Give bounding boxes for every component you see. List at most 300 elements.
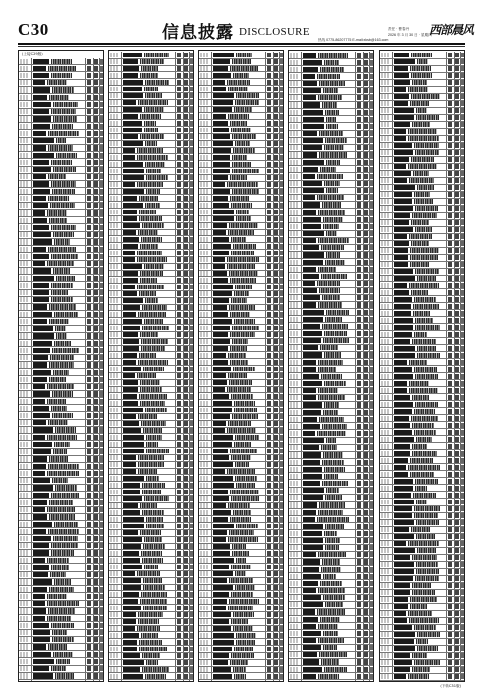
cell-name	[213, 121, 228, 126]
table-row	[19, 217, 103, 224]
cell-name	[394, 639, 414, 644]
cell-name	[123, 360, 136, 365]
cell-code	[200, 490, 209, 495]
cell-n1	[448, 206, 452, 211]
cell-n1	[448, 437, 452, 442]
cell-code	[381, 192, 390, 197]
cell-n2	[94, 319, 98, 324]
cell-name	[394, 479, 413, 484]
cell-code	[200, 298, 209, 303]
cell-name	[33, 673, 53, 678]
table-row	[380, 471, 464, 478]
cell-n1	[177, 223, 181, 228]
cell-name	[213, 80, 225, 85]
cell-n2	[184, 606, 188, 611]
cell-name	[33, 174, 46, 179]
cell-n3	[190, 264, 193, 269]
cell-n1	[357, 360, 361, 365]
cell-n2	[274, 223, 278, 228]
cell-code	[110, 162, 119, 167]
cell-desc	[322, 481, 348, 486]
cell-n1	[448, 171, 452, 176]
cell-n3	[190, 141, 193, 146]
cell-n3	[100, 276, 103, 281]
table-row	[109, 318, 193, 325]
cell-n3	[100, 399, 103, 404]
cell-n1	[448, 520, 452, 525]
table-row	[109, 298, 193, 305]
cell-n3	[100, 131, 103, 136]
cell-name	[303, 138, 323, 143]
cell-n1	[87, 406, 91, 411]
table-row	[199, 441, 283, 448]
cell-code	[381, 311, 390, 316]
cell-name	[33, 153, 54, 158]
cell-n3	[280, 408, 283, 413]
cell-n1	[267, 524, 271, 529]
cell-code	[381, 248, 390, 253]
cell-desc	[55, 673, 74, 678]
table-row	[109, 578, 193, 585]
cell-desc	[140, 530, 161, 535]
cell-name	[394, 143, 412, 148]
cell-n3	[280, 653, 283, 658]
cell-n2	[455, 353, 459, 358]
cell-code	[200, 169, 209, 174]
cell-n3	[100, 355, 103, 360]
cell-n3	[280, 462, 283, 467]
cell-n2	[455, 555, 459, 560]
cell-n3	[461, 632, 464, 637]
cell-n2	[364, 310, 368, 315]
cell-desc	[229, 223, 258, 228]
cell-code	[20, 616, 29, 621]
cell-n1	[87, 464, 91, 469]
cell-n2	[184, 640, 188, 645]
cell-n2	[274, 387, 278, 392]
cell-code	[110, 653, 119, 658]
cell-n2	[94, 218, 98, 223]
table-row	[109, 305, 193, 312]
cell-n2	[184, 169, 188, 174]
cell-name	[303, 581, 318, 586]
cell-n1	[357, 495, 361, 500]
cell-n3	[190, 59, 193, 64]
cell-n1	[177, 401, 181, 406]
cell-n1	[177, 503, 181, 508]
table-row	[109, 257, 193, 264]
table-row	[380, 157, 464, 164]
cell-desc	[415, 227, 432, 232]
cell-n1	[267, 134, 271, 139]
cell-n1	[448, 493, 452, 498]
table-row	[199, 489, 283, 496]
cell-code	[20, 594, 29, 599]
cell-n2	[94, 514, 98, 519]
cell-desc	[412, 80, 427, 85]
cell-desc	[142, 667, 169, 672]
cell-desc	[414, 625, 436, 630]
cell-n2	[455, 157, 459, 162]
cell-name	[123, 449, 144, 454]
table-row	[19, 550, 103, 557]
cell-n1	[448, 220, 452, 225]
cell-name	[303, 174, 315, 179]
cell-code	[20, 153, 29, 158]
table-row	[380, 248, 464, 255]
cell-code	[381, 534, 390, 539]
cell-n1	[357, 331, 361, 336]
cell-n1	[267, 271, 271, 276]
cell-name	[394, 269, 413, 274]
cell-n3	[370, 152, 373, 157]
cell-desc	[417, 548, 436, 553]
cell-code	[381, 395, 390, 400]
cell-n1	[448, 53, 452, 58]
cell-name	[394, 548, 415, 553]
header-rule-thick	[18, 43, 465, 45]
cell-desc	[51, 406, 67, 411]
cell-n3	[370, 452, 373, 457]
cell-n2	[94, 326, 98, 331]
cell-name	[394, 597, 408, 602]
cell-name	[213, 162, 230, 167]
cell-n1	[357, 345, 361, 350]
cell-n1	[177, 660, 181, 665]
cell-name	[33, 348, 50, 353]
cell-n3	[100, 601, 103, 606]
table-row	[380, 206, 464, 213]
cell-n2	[455, 248, 459, 253]
cell-desc	[231, 455, 251, 460]
cell-n3	[190, 606, 193, 611]
table-row	[109, 154, 193, 161]
cell-name	[123, 455, 136, 460]
cell-desc	[414, 143, 439, 148]
cell-code	[290, 145, 299, 150]
cell-code	[20, 370, 29, 375]
cell-code	[290, 360, 299, 365]
table-row	[109, 557, 193, 564]
cell-name	[213, 53, 234, 58]
table-row	[19, 210, 103, 217]
cell-n2	[94, 348, 98, 353]
cell-n3	[370, 238, 373, 243]
cell-name	[213, 189, 230, 194]
cell-n3	[100, 456, 103, 461]
cell-desc	[322, 324, 348, 329]
cell-code	[200, 606, 209, 611]
cell-n1	[448, 73, 452, 78]
cell-desc	[51, 493, 79, 498]
cell-n1	[87, 312, 91, 317]
cell-n1	[448, 269, 452, 274]
cell-n1	[267, 298, 271, 303]
table-row	[380, 492, 464, 499]
cell-n1	[87, 399, 91, 404]
cell-n2	[364, 602, 368, 607]
cell-name	[303, 274, 319, 279]
cell-desc	[410, 458, 433, 463]
cell-name	[213, 155, 230, 160]
cell-n2	[455, 562, 459, 567]
table-row	[109, 182, 193, 189]
cell-code	[290, 602, 299, 607]
cell-n2	[274, 599, 278, 604]
table-row	[19, 87, 103, 94]
cell-n1	[87, 181, 91, 186]
cell-n2	[274, 585, 278, 590]
cell-desc	[53, 102, 78, 107]
cell-desc	[145, 203, 160, 208]
cell-n3	[280, 578, 283, 583]
cell-name	[394, 178, 407, 183]
cell-n3	[100, 109, 103, 114]
cell-n2	[184, 619, 188, 624]
cell-desc	[140, 503, 157, 508]
cell-n2	[455, 388, 459, 393]
cell-code	[20, 109, 29, 114]
cell-name	[394, 80, 410, 85]
cell-name	[213, 353, 226, 358]
cell-n2	[184, 53, 188, 58]
cell-n1	[448, 486, 452, 491]
cell-n1	[177, 100, 181, 105]
cell-desc	[47, 601, 79, 606]
cell-code	[110, 73, 119, 78]
cell-n2	[364, 281, 368, 286]
cell-code	[200, 599, 209, 604]
cell-code	[381, 227, 390, 232]
cell-name	[33, 550, 49, 555]
cell-desc	[47, 210, 67, 215]
cell-name	[213, 367, 231, 372]
cell-desc	[408, 164, 437, 169]
cell-name	[123, 66, 139, 71]
cell-code	[290, 102, 299, 107]
cell-n1	[267, 121, 271, 126]
cell-n2	[274, 619, 278, 624]
table-row	[380, 457, 464, 464]
cell-n2	[94, 601, 98, 606]
cell-name	[213, 196, 228, 201]
cell-name	[394, 660, 412, 665]
cell-code	[110, 100, 119, 105]
cell-n2	[94, 572, 98, 577]
cell-n1	[448, 360, 452, 365]
cell-n3	[280, 326, 283, 331]
cell-name	[213, 141, 233, 146]
cell-code	[381, 541, 390, 546]
cell-n1	[448, 667, 452, 672]
cell-name	[303, 410, 321, 415]
table-row	[289, 345, 373, 352]
cell-n3	[280, 360, 283, 365]
cell-n1	[448, 227, 452, 232]
cell-n1	[357, 224, 361, 229]
cell-name	[213, 326, 230, 331]
cell-n1	[448, 255, 452, 260]
cell-n2	[94, 160, 98, 165]
cell-n1	[87, 608, 91, 613]
cell-n1	[87, 326, 91, 331]
cell-n2	[455, 136, 459, 141]
cell-desc	[230, 66, 258, 71]
cell-n3	[190, 134, 193, 139]
cell-n3	[461, 150, 464, 155]
cell-n2	[455, 290, 459, 295]
cell-code	[110, 141, 119, 146]
table-row	[380, 646, 464, 653]
cell-code	[381, 444, 390, 449]
cell-n2	[274, 544, 278, 549]
cell-code	[381, 73, 390, 78]
cell-desc	[232, 162, 251, 167]
cell-n2	[364, 674, 368, 679]
cell-n3	[190, 271, 193, 276]
cell-desc	[143, 606, 167, 611]
table-row	[199, 571, 283, 578]
cell-n1	[177, 530, 181, 535]
cell-desc	[235, 285, 252, 290]
cell-n2	[455, 122, 459, 127]
table-row	[289, 445, 373, 452]
table-row	[199, 639, 283, 646]
cell-name	[303, 374, 319, 379]
cell-n3	[461, 206, 464, 211]
cell-code	[20, 283, 29, 288]
cell-n3	[280, 128, 283, 133]
cell-n1	[87, 319, 91, 324]
cell-n2	[94, 666, 98, 671]
table-row	[19, 463, 103, 470]
table-row	[109, 503, 193, 510]
table-row	[109, 434, 193, 441]
table-row	[109, 626, 193, 633]
cell-name	[394, 94, 409, 99]
cell-n2	[455, 283, 459, 288]
cell-n2	[455, 178, 459, 183]
cell-desc	[326, 438, 336, 443]
cell-n3	[370, 652, 373, 657]
table-row	[380, 276, 464, 283]
cell-n3	[461, 346, 464, 351]
cell-code	[20, 261, 29, 266]
cell-desc	[143, 585, 165, 590]
cell-desc	[140, 59, 164, 64]
cell-desc	[138, 360, 168, 365]
cell-n1	[87, 666, 91, 671]
cell-n3	[190, 353, 193, 358]
cell-name	[303, 552, 316, 557]
cell-name	[303, 467, 322, 472]
cell-n2	[455, 185, 459, 190]
cell-n2	[94, 153, 98, 158]
table-row	[289, 323, 373, 330]
cell-name	[123, 421, 139, 426]
table-row	[380, 324, 464, 331]
cell-n1	[267, 162, 271, 167]
cell-n1	[267, 558, 271, 563]
cell-n2	[455, 164, 459, 169]
cell-code	[20, 666, 29, 671]
cell-desc	[144, 53, 169, 58]
cell-n3	[370, 60, 373, 65]
cell-n1	[177, 653, 181, 658]
cell-name	[213, 223, 227, 228]
cell-code	[290, 260, 299, 265]
cell-n1	[87, 652, 91, 657]
cell-code	[200, 414, 209, 419]
col-1	[18, 50, 104, 682]
cell-code	[110, 223, 119, 228]
cell-n1	[357, 545, 361, 550]
cell-n2	[364, 652, 368, 657]
paper-logo: 西部晨风	[428, 23, 473, 37]
cell-desc	[50, 572, 66, 577]
cell-n3	[190, 346, 193, 351]
cell-desc	[137, 155, 168, 160]
table-row	[109, 366, 193, 373]
table-row	[289, 516, 373, 523]
cell-name	[33, 319, 47, 324]
cell-code	[110, 339, 119, 344]
cell-name	[394, 569, 414, 574]
table-row	[109, 516, 193, 523]
cell-desc	[51, 283, 73, 288]
cell-desc	[229, 305, 255, 310]
table-row	[380, 478, 464, 485]
cell-name	[33, 189, 50, 194]
cell-code	[20, 196, 29, 201]
cell-n3	[370, 188, 373, 193]
cell-n2	[94, 131, 98, 136]
cell-code	[200, 264, 209, 269]
cell-code	[381, 80, 390, 85]
cell-n1	[267, 660, 271, 665]
table-row	[19, 80, 103, 87]
cell-n3	[100, 384, 103, 389]
cell-code	[20, 449, 29, 454]
cell-code	[20, 124, 29, 129]
cell-n2	[364, 295, 368, 300]
section-title: 信息披露	[162, 23, 234, 43]
table-row	[289, 666, 373, 673]
cell-code	[200, 647, 209, 652]
cell-code	[20, 254, 29, 259]
table-row	[109, 509, 193, 516]
table-row	[380, 401, 464, 408]
cell-desc	[141, 633, 158, 638]
cell-desc	[317, 195, 344, 200]
table-row	[199, 325, 283, 332]
cell-desc	[144, 319, 163, 324]
cell-desc	[48, 145, 73, 150]
cell-n1	[357, 81, 361, 86]
table-row	[289, 366, 373, 373]
cell-n2	[184, 59, 188, 64]
cell-n2	[274, 339, 278, 344]
cell-code	[20, 536, 29, 541]
cell-n1	[87, 558, 91, 563]
cell-n3	[370, 310, 373, 315]
cell-n1	[357, 238, 361, 243]
cell-desc	[416, 569, 439, 574]
cell-desc	[415, 318, 433, 323]
cell-desc	[51, 59, 72, 64]
cell-n2	[455, 73, 459, 78]
cell-n3	[280, 66, 283, 71]
